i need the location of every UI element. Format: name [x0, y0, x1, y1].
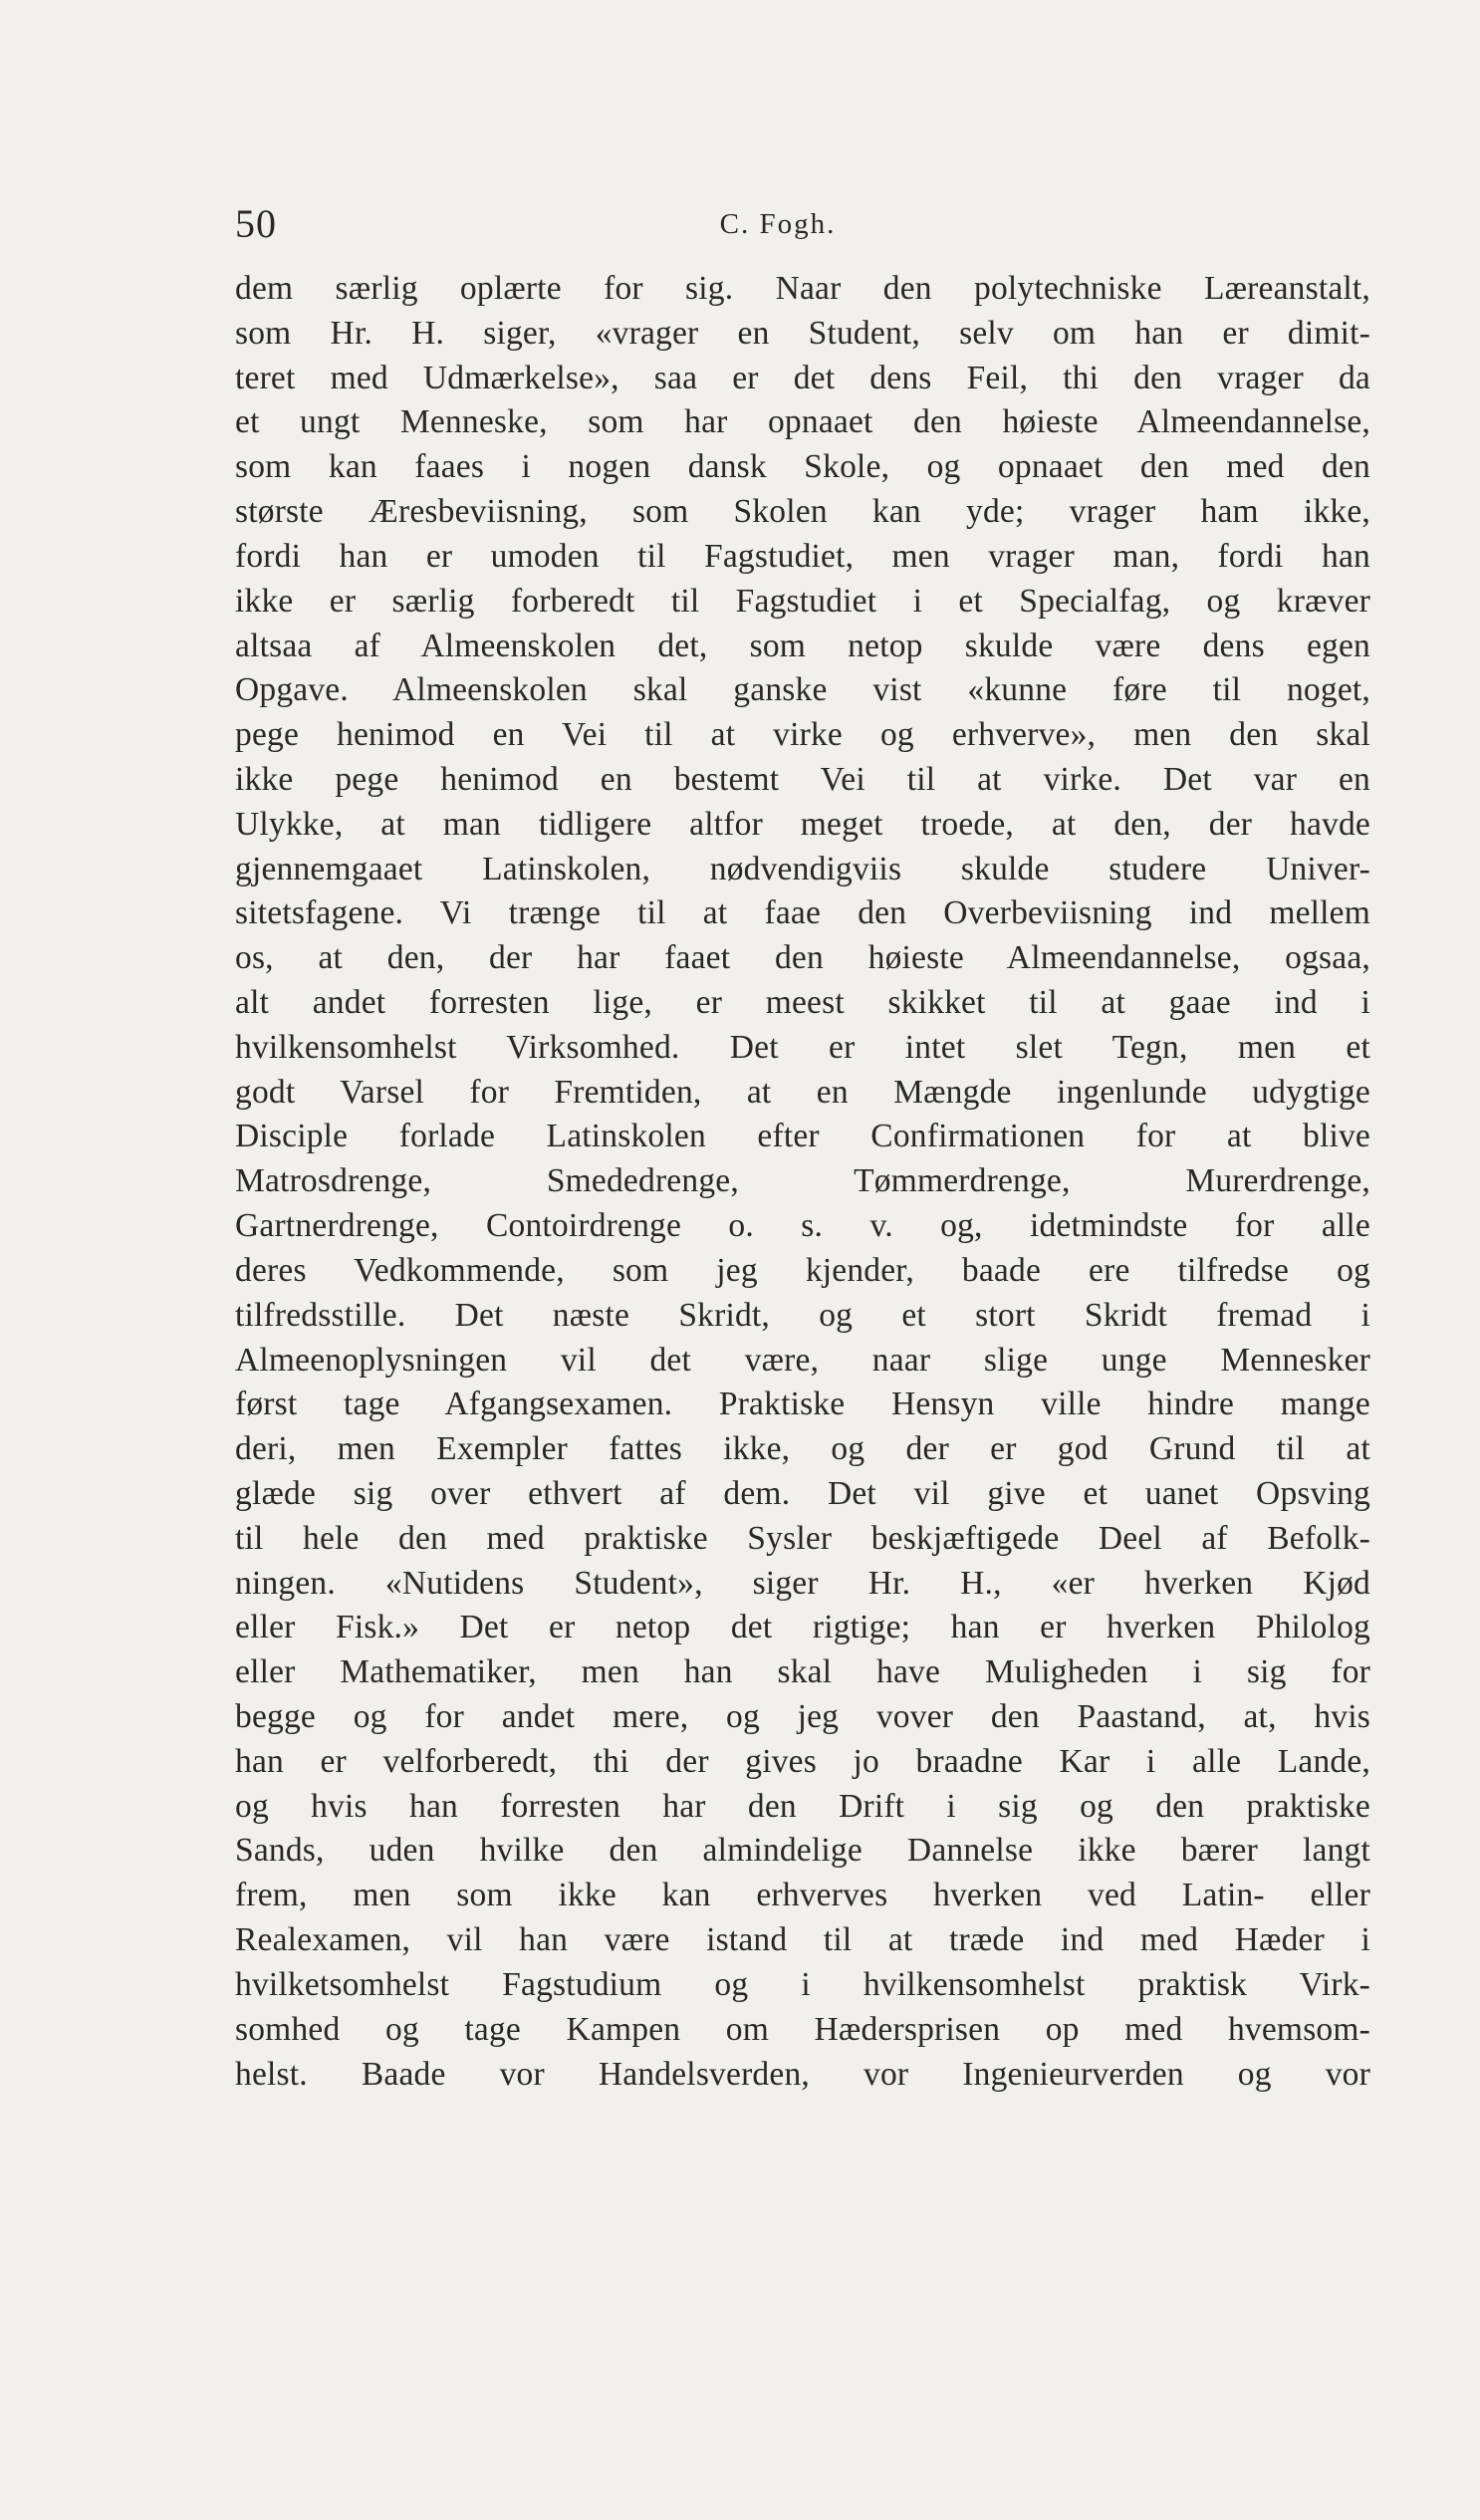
text-line: pege henimod en Vei til at virke og erhverve», men den skal	[235, 716, 1370, 754]
text-line: deri, men Exempler fattes ikke, og der er god Grund til at	[235, 1430, 1370, 1468]
text-line: et ungt Menneske, som har opnaaet den høieste Almeendannelse,	[235, 403, 1370, 441]
text-line: ikke er særlig forberedt til Fagstudiet i et Specialfag, og kræver	[235, 582, 1370, 620]
text-line: Opgave. Almeenskolen skal ganske vist «kunne føre til noget,	[235, 671, 1370, 709]
text-line: godt Varsel for Fremtiden, at en Mængde ingenlunde udygtige	[235, 1073, 1370, 1111]
text-line: Matrosdrenge, Smededrenge, Tømmerdrenge, Murerdrenge,	[235, 1162, 1370, 1200]
text-line: Sands, uden hvilke den almindelige Dannelse ikke bærer langt	[235, 1832, 1370, 1870]
text-line: og hvis han forresten har den Drift i sig og den praktiske	[235, 1787, 1370, 1825]
text-line: os, at den, der har faaet den høieste Almeendannelse, ogsaa,	[235, 939, 1370, 977]
text-line: helst. Baade vor Handelsverden, vor Ingenieurverden og vor	[235, 2055, 1370, 2093]
text-line: ikke pege henimod en bestemt Vei til at virke. Det var en	[235, 760, 1370, 798]
text-line: sitetsfagene. Vi trænge til at faae den Overbeviisning ind mellem	[235, 894, 1370, 932]
text-line: begge og for andet mere, og jeg vover den Paastand, at, hvis	[235, 1698, 1370, 1735]
text-line: til hele den med praktiske Sysler beskjæftigede Deel af Befolk-	[235, 1519, 1370, 1557]
text-line: først tage Afgangsexamen. Praktiske Hensyn ville hindre mange	[235, 1386, 1370, 1423]
text-line: hvilketsomhelst Fagstudium og i hvilkensomhelst praktisk Virk-	[235, 1965, 1370, 2003]
page-header	[235, 199, 1370, 249]
text-line: glæde sig over ethvert af dem. Det vil give et uanet Opsving	[235, 1474, 1370, 1512]
text-line: Gartnerdrenge, Contoirdrenge o. s. v. og, idetmindste for alle	[235, 1207, 1370, 1245]
text-line: eller Mathematiker, men han skal have Muligheden i sig for	[235, 1653, 1370, 1691]
text-line: somhed og tage Kampen om Hædersprisen op med hvemsom-	[235, 2010, 1370, 2048]
body-text	[235, 267, 1370, 2097]
text-line: Almeenoplysningen vil det være, naar slige unge Mennesker	[235, 1341, 1370, 1379]
running-head: C. Fogh.	[719, 208, 837, 240]
text-line: som kan faaes i nogen dansk Skole, og opnaaet den med den	[235, 448, 1370, 486]
text-line: tilfredsstille. Det næste Skridt, og et stort Skridt fremad i	[235, 1296, 1370, 1334]
text-line: altsaa af Almeenskolen det, som netop skulde være dens egen	[235, 627, 1370, 664]
text-line: teret med Udmærkelse», saa er det dens Feil, thi den vrager da	[235, 359, 1370, 396]
text-line: fordi han er umoden til Fagstudiet, men vrager man, fordi han	[235, 537, 1370, 575]
text-line: som Hr. H. siger, «vrager en Student, selv om han er dimit-	[235, 314, 1370, 352]
text-line: han er velforberedt, thi der gives jo braadne Kar i alle Lande,	[235, 1742, 1370, 1780]
text-line: Ulykke, at man tidligere altfor meget troede, at den, der havde	[235, 805, 1370, 843]
text-line: Realexamen, vil han være istand til at træde ind med Hæder i	[235, 1921, 1370, 1959]
text-line: eller Fisk.» Det er netop det rigtige; han er hverken Philolog	[235, 1609, 1370, 1646]
text-line: hvilkensomhelst Virksomhed. Det er intet slet Tegn, men et	[235, 1028, 1370, 1066]
text-line: alt andet forresten lige, er meest skikket til at gaae ind i	[235, 984, 1370, 1021]
text-line: største Æresbeviisning, som Skolen kan yde; vrager ham ikke,	[235, 493, 1370, 531]
page-number: 50	[235, 201, 277, 246]
text-line: ningen. «Nutidens Student», siger Hr. H., «er hverken Kjød	[235, 1564, 1370, 1602]
text-line: Disciple forlade Latinskolen efter Confirmationen for at blive	[235, 1118, 1370, 1155]
text-line: frem, men som ikke kan erhverves hverken ved Latin- eller	[235, 1877, 1370, 1914]
text-line: deres Vedkommende, som jeg kjender, baade ere tilfredse og	[235, 1251, 1370, 1289]
text-line: gjennemgaaet Latinskolen, nødvendigviis skulde studere Univer-	[235, 850, 1370, 887]
text-line: dem særlig oplærte for sig. Naar den polytechniske Læreanstalt,	[235, 270, 1370, 307]
